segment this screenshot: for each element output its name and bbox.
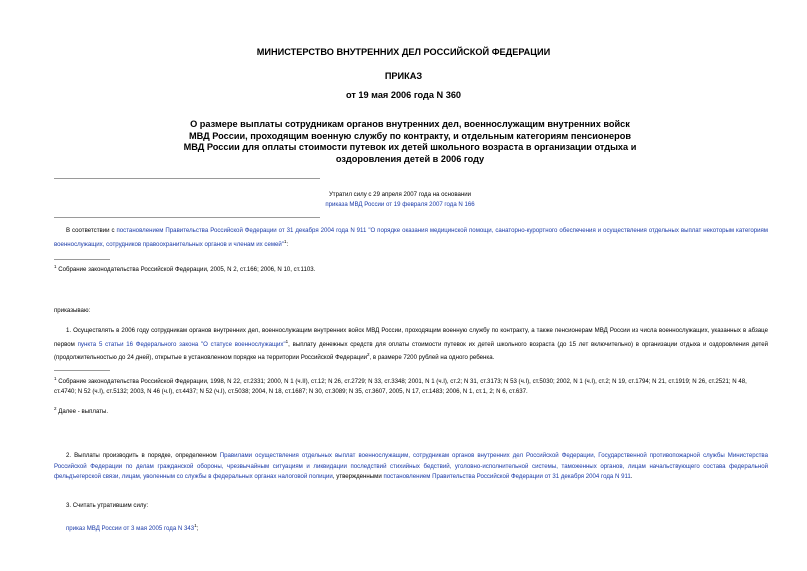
footnote-3: $^2$ Далее - выплаты. [54,406,109,416]
item-1-text-b: , выплату денежных средств для оплаты стоимости путевок их детей школьного возраста (до 15 лет включительно) в организации отдыха и оздоровления детей (продолжительностью до 24 дней), открытые в установленном порядке на территории Российской Федерации [54,340,768,362]
divider-top [54,178,320,179]
item-3-link[interactable]: приказ МВД России от 3 мая 2005 года N 343 [66,525,195,533]
item-2-text-a: 2. Выплаты производить в порядке, определенном [66,452,220,459]
item-2-text-c: . [630,473,633,481]
preamble-paragraph: В соответствии с постановлением Правительства Российской Федерации от 31 декабря 2004 года N 911 "О порядке оказания медицинской помощи, санаторно-курортного обеспечения и осуществления отдельных выплат некоторым категориям военнослужащих, сотрудников правоохранительных органов и членам их семей"$^1$: [54,227,768,248]
footnote-1: $^1$ Собрание законодательства Российской Федерации, 2005, N 2, ст.166; 2006, N 10, ст.1103. [54,264,316,274]
item-1-paragraph: 1. Осуществлять в 2006 году сотрудникам органов внутренних дел, военнослужащим внутренних войск МВД России, проходящим военную службу по контракту, а также пенсионерам МВД России из числа военнослужащих, указанных в абзаце первом пункта 5 статьи 16 Федерального закона "О статусе военнослужащих"$^1$, выплату денежных средств для оплаты стоимости путевок их детей школьного возраста (до 15 лет включительно) в организации отдыха и оздоровления детей (продолжительностью до 24 дней), открытые в установленном порядке на территории Российской Федерации$^2$, в размере 7200 рублей на одного ребенка. [54,327,768,362]
preamble-link[interactable]: постановлением Правительства Российской Федерации от 31 декабря 2004 года N 911 "О порядке оказания медицинской помощи, санаторно-курортного обеспечения и осуществления отдельных выплат некоторым категориям военнослужащих, сотрудников правоохранительных органов и членам их семей" [54,227,768,248]
status-note [290,190,510,211]
item-1-text-a: 1. Осуществлять в 2006 году сотрудникам органов внутренних дел, военнослужащим внутренних войск МВД России, проходящим военную службу по контракту, а также пенсионерам МВД России из числа военнослужащих, указанных в абзаце первом [54,327,768,348]
footnote-1-text: Собрание законодательства Российской Федерации, 2005, N 2, ст.166; 2006, N 10, ст.1103. [58,266,316,274]
preamble-suffix: : [286,240,289,248]
divider-bottom [54,217,320,218]
footnote-2-text: Собрание законодательства Российской Федерации, 1998, N 22, ст.2331; 2000, N 1 (ч.II), ст.12; N 26, ст.2729; N 33, ст.3348; 2001, N 1 (ч.I), ст.2; N 31, ст.3173; N 53 (ч.I), ст.5030; 2002, N 1 (ч.I), ст.2; N 19, ст.1794; N 21, ст.1919; N 26, ст.2521; N 48, ст.4740; N 52 (ч.I), ст.5132; 2003, N 46 (ч.I), ст.4437; N 52 (ч.I), ст.5038; 2004, N 18, ст.1687; N 30, ст.3089; N 35, ст.3607, 2005, N 17, ст.1483; 2006, N 1, ст.1, 2; N 6, ст.637. [54,378,747,396]
footnote-rule-1 [54,259,110,260]
footnote-rule-2 [54,370,110,371]
item-1-text-c: , в размере 7200 рублей на одного ребенка. [369,354,495,362]
item-3-text: 3. Считать утратившим силу: [66,502,149,509]
footnote-3-text: Далее - выплаты. [58,408,109,416]
item-2-paragraph [54,451,768,483]
preamble-prefix: В соответствии с [66,227,117,234]
document-title: О размере выплаты сотрудникам органов внутренних дел, военнослужащим внутренних войск МВД России, проходящим военную службу по контракту, и отдельным категориям пенсионеров МВД России для оплаты стоимости путевок их детей школьного возраста в организации отдыха и оздоровления детей в 2006 году [183,119,637,164]
doc-type-heading: ПРИКАЗ [384,71,423,81]
item-2-link-resolution[interactable]: постановлением Правительства Российской Федерации от 31 декабря 2004 года N 911 [383,473,631,481]
item-3-suffix: ; [196,525,199,533]
footnote-2: $^1$ Собрание законодательства Российской Федерации, 1998, N 22, ст.2331; 2000, N 1 (ч.II), ст.12; N 26, ст.2729; N 33, ст.3348; 2001, N 1 (ч.I), ст.2; N 31, ст.3173; N 53 (ч.I), ст.5030; 2002, N 1 (ч.I), ст.2; N 19, ст.1794; N 21, ст.1919; N 26, ст.2521; N 48, ст.4740; N 52 (ч.I), ст.5132; 2003, N 46 (ч.I), ст.4437; N 52 (ч.I), ст.5038; 2004, N 18, ст.1687; N 30, ст.3089; N 35, ст.3607, 2005, N 17, ст.1483; 2006, N 1, ст.1, 2; N 6, ст.637. [54,376,747,396]
item-1-link[interactable]: пункта 5 статьи 16 Федерального закона "О статусе военнослужащих" [77,340,286,348]
status-note-text: Утратил силу с 29 апреля 2007 года на основании [328,191,472,198]
status-note-link[interactable]: приказа МВД России от 19 февраля 2007 года N 166 [325,201,475,209]
date-number-heading: от 19 мая 2006 года N 360 [345,90,462,100]
ministry-heading: МИНИСТЕРСТВО ВНУТРЕННИХ ДЕЛ РОССИЙСКОЙ ФЕДЕРАЦИИ [256,47,551,57]
item-2-link-rules[interactable]: Правилами осуществления отдельных выплат военнослужащим, сотрудникам органов внутренних дел Российской Федерации, Государственной противопожарной службы Министерства Российской Федерации по делам гражданской обороны, чрезвычайным ситуациям и ликвидации последствий стихийных бедствий, уголовно-исполнительной системы, таможенных органов, лицам начальствующего состава федеральной фельдъегерской связи, лицам, уволенным со службы в федеральных органах налоговой полиции [54,452,768,481]
order-word: приказываю: [54,307,91,314]
item-3-line: приказ МВД России от 3 мая 2005 года N $343^1$; [66,523,199,533]
item-2-text-b: , утвержденными [332,473,384,481]
